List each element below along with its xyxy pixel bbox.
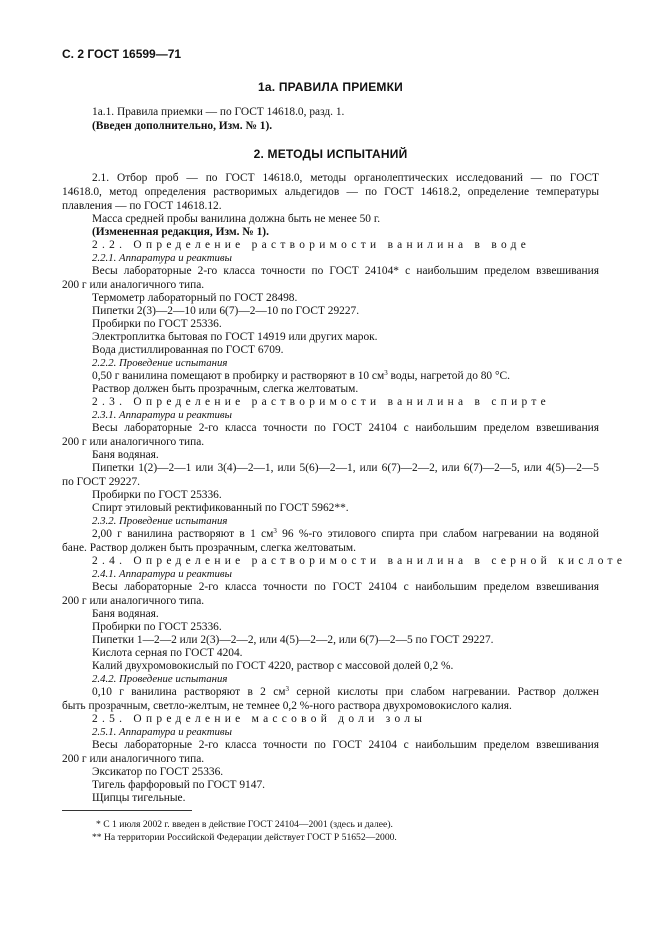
paragraph: 200 г или аналогичного типа. — [62, 436, 205, 448]
subsection-title: 2.2. Определение растворимости ванилина в воде — [92, 239, 531, 251]
list-item: Тигель фарфоровый по ГОСТ 9147. — [92, 779, 265, 791]
footnote: * С 1 июля 2002 г. введен в действие ГОСТ 24104—2001 (здесь и далее). — [96, 819, 393, 830]
subsection-subtitle: 2.5.1. Аппаратура и реактивы — [92, 726, 232, 738]
subsection-title: 2.3. Определение растворимости ванилина в спирте — [92, 396, 550, 408]
subsection-subtitle: 2.3.1. Аппаратура и реактивы — [92, 409, 232, 421]
list-item: Пипетки 1—2—2 или 2(3)—2—2, или 4(5)—2—2, или 6(7)—2—5 по ГОСТ 29227. — [92, 634, 494, 646]
paragraph: 0,10 г ванилина растворяют в 2 $см^3$ серной кислоты при слабом нагревании. Раствор должен — [92, 685, 599, 698]
paragraph: 0,50 г ванилина помещают в пробирку и растворяют в 10 $см^3$ воды, нагретой до 80 °С. — [92, 369, 510, 382]
paragraph: Раствор должен быть прозрачным, слегка желтоватым. — [92, 383, 359, 395]
paragraph: быть прозрачным, светло-желтым, не темнее 0,2 %-ного раствора двухромовокислого калия. — [62, 700, 512, 712]
list-item: Пипетки 1(2)—2—1 или 3(4)—2—1, или 5(6)—2—1, или 6(7)—2—2, или 6(7)—2—5, или 4(5)—2—5 — [92, 462, 599, 474]
paragraph: плавления — по ГОСТ 14618.12. — [62, 200, 222, 212]
list-item: Баня водяная. — [92, 449, 159, 461]
paragraph: 2.1. Отбор проб — по ГОСТ 14618.0, методы органолептических исследований — по ГОСТ — [92, 172, 599, 184]
subsection-subtitle: 2.4.2. Проведение испытания — [92, 673, 228, 685]
amendment-note: (Введен дополнительно, Изм. № 1). — [92, 120, 273, 132]
list-item: Пробирки по ГОСТ 25336. — [92, 621, 222, 633]
list-item: Вода дистиллированная по ГОСТ 6709. — [92, 344, 284, 356]
list-item: Пробирки по ГОСТ 25336. — [92, 489, 222, 501]
subsection-subtitle: 2.4.1. Аппаратура и реактивы — [92, 568, 232, 580]
paragraph: бане. Раствор должен быть прозрачным, слегка желтоватым. — [62, 542, 356, 554]
subsection-title: 2.5. Определение массовой доли золы — [92, 713, 427, 725]
subsection-title: 2.4. Определение растворимости ванилина в серной кислоте — [92, 555, 627, 567]
footnote: ** На территории Российской Федерации действует ГОСТ Р 51652—2000. — [92, 832, 397, 843]
paragraph: Масса средней пробы ванилина должна быть не менее 50 г. — [92, 213, 381, 225]
subsection-subtitle: 2.2.1. Аппаратура и реактивы — [92, 252, 232, 264]
list-item: Пипетки 2(3)—2—10 или 6(7)—2—10 по ГОСТ 29227. — [92, 305, 360, 317]
list-item: Электроплитка бытовая по ГОСТ 14919 или других марок. — [92, 331, 378, 343]
paragraph: Весы лабораторные 2-го класса точности по ГОСТ 24104 с наибольшим пределом взвешивания — [92, 739, 599, 751]
list-item: Эксикатор по ГОСТ 25336. — [92, 766, 224, 778]
paragraph: Весы лабораторные 2-го класса точности по ГОСТ 24104 с наибольшим пределом взвешивания — [92, 581, 599, 593]
paragraph: 200 г или аналогичного типа. — [62, 279, 205, 291]
list-item: Спирт этиловый ректификованный по ГОСТ 5962**. — [92, 502, 349, 514]
page-header: С. 2 ГОСТ 16599—71 — [62, 47, 182, 61]
paragraph: Весы лабораторные 2-го класса точности по ГОСТ 24104* с наибольшим пределом взвешивания — [92, 265, 599, 277]
section-1a-title: 1а. ПРАВИЛА ПРИЕМКИ — [258, 80, 403, 94]
list-item: Щипцы тигельные. — [92, 792, 186, 804]
subsection-subtitle: 2.3.2. Проведение испытания — [92, 515, 228, 527]
list-item: Калий двухромовокислый по ГОСТ 4220, раствор с массовой долей 0,2 %. — [92, 660, 454, 672]
paragraph: 2,00 г ванилина растворяют в 1 $см^3$ 96 %-го этилового спирта при слабом нагревании на водяной — [92, 527, 599, 540]
paragraph: 200 г или аналогичного типа. — [62, 753, 205, 765]
list-item: Баня водяная. — [92, 608, 159, 620]
list-item: Кислота серная по ГОСТ 4204. — [92, 647, 243, 659]
section-2-title: 2. МЕТОДЫ ИСПЫТАНИЙ — [253, 147, 408, 161]
paragraph: 200 г или аналогичного типа. — [62, 595, 205, 607]
paragraph: 14618.0, метод определения растворимых альдегидов — по ГОСТ 14618.2, определение температуры — [62, 186, 599, 198]
list-item: Пробирки по ГОСТ 25336. — [92, 318, 222, 330]
footnote-divider — [62, 810, 192, 811]
paragraph: Весы лабораторные 2-го класса точности по ГОСТ 24104 с наибольшим пределом взвешивания — [92, 422, 599, 434]
paragraph: 1а.1. Правила приемки — по ГОСТ 14618.0, разд. 1. — [92, 106, 345, 118]
subsection-subtitle: 2.2.2. Проведение испытания — [92, 357, 228, 369]
paragraph: по ГОСТ 29227. — [62, 476, 141, 488]
list-item: Термометр лабораторный по ГОСТ 28498. — [92, 292, 298, 304]
amendment-note: (Измененная редакция, Изм. № 1). — [92, 226, 269, 238]
